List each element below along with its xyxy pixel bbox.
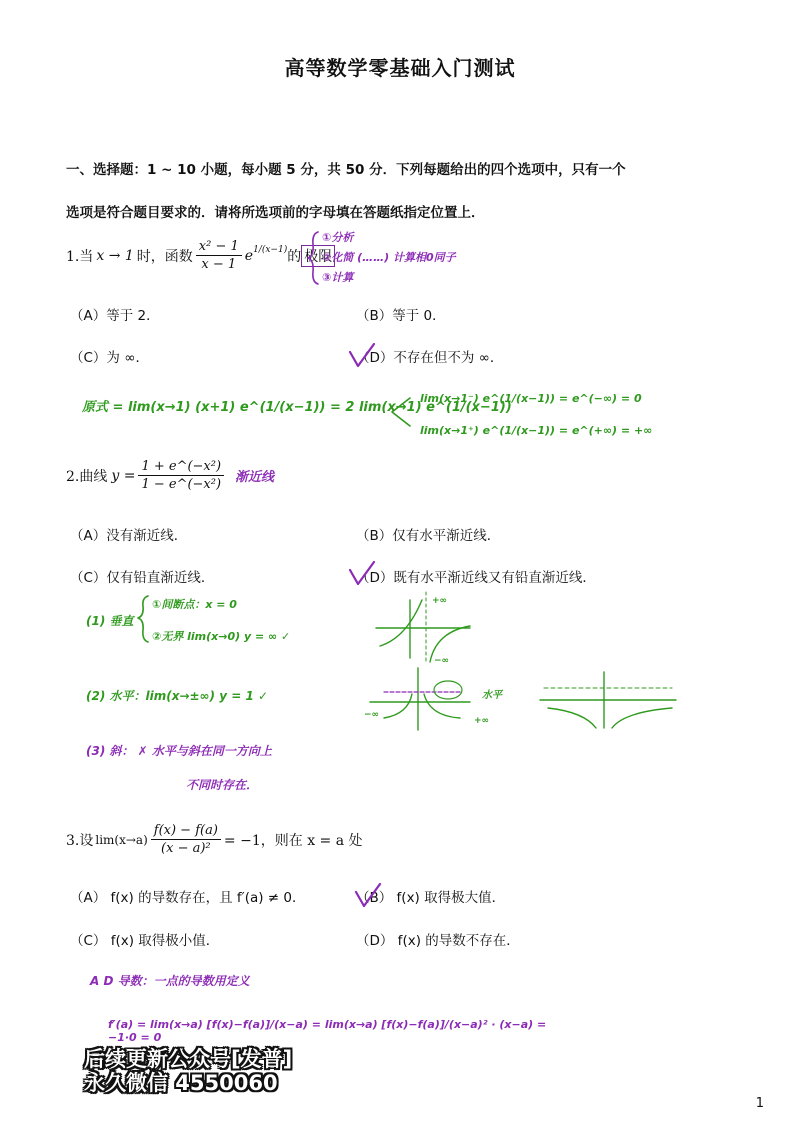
q1-condition: x → 1 xyxy=(96,247,134,264)
q2-option-b[interactable]: （B）仅有水平渐近线． xyxy=(356,528,501,544)
q1-work-left-limit: lim(x→1⁻) e^(1/(x−1)) = e^(−∞) = 0 xyxy=(420,392,642,405)
q1-boxed-word: 极限 xyxy=(301,245,335,267)
q1-numerator: x² − 1 xyxy=(196,238,242,256)
q2-graph-label-4: −∞ xyxy=(364,710,380,720)
q2-numerator: 1 + e^(−x²) xyxy=(138,458,224,476)
q3-option-d[interactable]: （D） f(x) 的导数不存在． xyxy=(356,933,520,949)
q1-split-bracket xyxy=(392,398,410,426)
q2-graph-label-1: +∞ xyxy=(432,596,448,606)
q3-option-a[interactable]: （A） f(x) 的导数存在，且 f′(a) ≠ 0． xyxy=(70,890,306,906)
q1-step-2: ②化简 (……) 计算相0同子 xyxy=(322,251,456,264)
q1-checkmark-icon xyxy=(350,344,374,366)
page-number: 1 xyxy=(755,1096,764,1111)
q2-option-d[interactable]: （D）既有水平渐近线又有铅直渐近线． xyxy=(356,570,596,586)
q3-denominator: (x − a)² xyxy=(161,841,211,856)
q2-checkmark-icon xyxy=(350,562,374,584)
q2-work1b: ②无界 lim(x→0) y = ∞ ✓ xyxy=(152,630,291,643)
q3-prefix: 3.设 xyxy=(66,832,94,849)
section-intro-line1: 一、选择题：1 ~ 10 小题，每小题 5 分，共 50 分．下列每题给出的四个选项中，只有一个 xyxy=(66,162,626,178)
q2-work1a: ①间断点：x = 0 xyxy=(152,598,237,611)
q2-graph1-curve-right xyxy=(430,626,470,662)
q3-work-eq: f′(a) = lim(x→a) [f(x)−f(a)]/(x−a) = lim(x→a) [f(x)−f(a)]/(x−a)² · (x−a) = −1·0 = 0 xyxy=(108,1018,547,1044)
q2-denominator: 1 − e^(−x²) xyxy=(141,477,222,492)
q2-lhs: y = xyxy=(111,467,136,484)
q2-prefix: 2.曲线 xyxy=(66,468,108,485)
section-intro-line2: 选项是符合题目要求的．请将所选项前的字母填在答题纸指定位置上． xyxy=(66,205,485,221)
q1-work-right-limit: lim(x→1⁺) e^(1/(x−1)) = e^(+∞) = +∞ xyxy=(420,424,653,437)
q1-suffix: 的 xyxy=(287,248,302,265)
q2-work3: (3) 斜： ✗ 水平与斜在同一方向上 xyxy=(86,744,272,758)
q2-graph-label-3: 水平 xyxy=(482,690,502,701)
q1-option-b[interactable]: （B）等于 0． xyxy=(356,308,446,324)
q2-graph2-circle xyxy=(434,681,462,699)
q1-mid: 时，函数 xyxy=(136,248,193,265)
q2-option-c[interactable]: （C）仅有铅直渐近线． xyxy=(70,570,215,586)
q1-denominator: x − 1 xyxy=(201,257,237,272)
q2-graph-label-5: +∞ xyxy=(474,716,490,726)
q2-brace xyxy=(138,596,148,642)
q2-graph2-curve xyxy=(384,694,460,718)
q3-work-head: A D 导数：一点的导数用定义 xyxy=(90,974,250,988)
q1-step-3: ③计算 xyxy=(322,271,354,284)
q1-work-line1: 原式 = lim(x→1) (x+1) e^(1/(x−1)) = 2 lim(x→1) e^(1/(x−1)) xyxy=(82,400,512,415)
q3-option-b[interactable]: （B） f(x) 取得极大值． xyxy=(356,890,506,906)
page-title: 高等数学零基础入门测试 xyxy=(284,56,516,80)
q1-option-c[interactable]: （C）为 ∞． xyxy=(70,350,149,366)
q3-lim: lim(x→a) xyxy=(95,832,148,847)
q2-graph1-curve-left xyxy=(380,600,422,646)
q1-exp-base: e xyxy=(244,247,254,264)
q1-step-1: ①分析 xyxy=(322,231,354,244)
q2-graph3-curve xyxy=(548,708,672,728)
q2-work3b: 不同时存在． xyxy=(186,778,259,792)
q1-prefix: 1.当 xyxy=(66,248,94,265)
q2-note: 渐近线 xyxy=(235,470,275,485)
q1-option-a[interactable]: （A）等于 2． xyxy=(70,308,160,324)
watermark-line1: 后续更新公众号[发普] xyxy=(84,1047,293,1071)
watermark-line2: 永久微信 4550060 xyxy=(84,1071,278,1095)
q1-exp-power: 1/(x−1) xyxy=(253,244,288,255)
q3-rhs: = −1，则在 x = a 处 xyxy=(223,832,363,849)
q2-work1-label: (1) 垂直 xyxy=(86,614,134,628)
q2-option-a[interactable]: （A）没有渐近线． xyxy=(70,528,188,544)
q2-graph-label-2: −∞ xyxy=(434,656,450,666)
q3-numerator: f(x) − f(a) xyxy=(151,822,221,840)
q2-work2: (2) 水平：lim(x→±∞) y = 1 ✓ xyxy=(86,689,269,703)
q3-checkmark-icon xyxy=(356,884,380,906)
q1-brace xyxy=(308,232,318,284)
q1-option-d[interactable]: （D）不存在但不为 ∞． xyxy=(356,350,504,366)
q3-option-c[interactable]: （C） f(x) 取得极小值． xyxy=(70,933,220,949)
